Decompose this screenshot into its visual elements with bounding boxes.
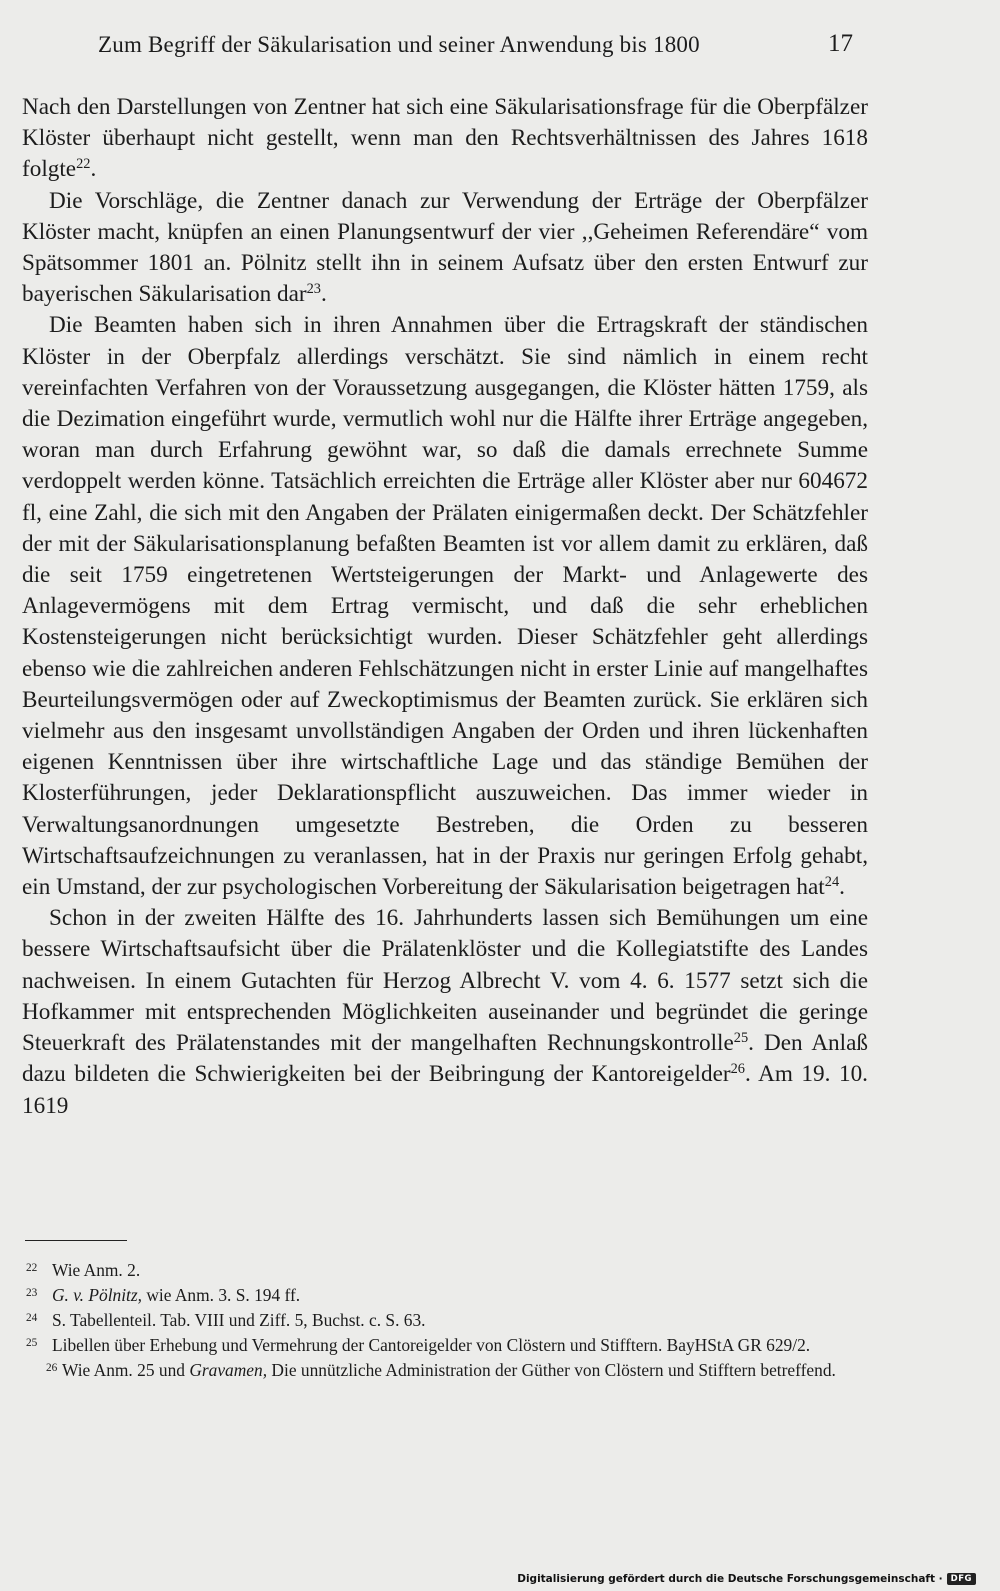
- footnote-text: Wie Anm. 25 und: [62, 1360, 190, 1380]
- running-head-title: Zum Begriff der Säkularisation und seiner Anwendung bis 1800: [98, 32, 700, 57]
- paragraph-1: [22, 92, 868, 186]
- footnote-24: $^{24}$ S. Tabellenteil. Tab. VIII und Ziff. 5, Buchst. c. S. 63.: [26, 1310, 426, 1330]
- paragraph-text: . Den Anlaß dazu bildeten die Schwierigkeiten bei der Beibringung der Kantoreigelder: [22, 1030, 868, 1088]
- paragraph-text: Die Beamten haben sich in ihren Annahmen über die Ertragskraft der ständischen Klöster in der Oberpfalz allerdings verschätzt. Sie sind nämlich in einem recht vereinfachten Verfahren von der Voraussetzung ausgegangen, die Klöster hätten 1759, als die Dezimation eingeführt wurde, vermutlich wohl nur die Hälfte ihrer Erträge angegeben, woran man durch Erfahrung gewöhnt war, so daß die damals errechnete Summe verdoppelt werden könne. Tatsächlich erreichten die Erträge aller Klöster aber nur 604672 fl, eine Zahl, die sich mit den Angaben der Prälaten einigermaßen deckt. Der Schätzfehler der mit der Säkularisationsplanung befaßten Beamten ist vor allem damit zu erklären, daß die seit 1759 eingetretenen Wertsteigerungen der Markt- und Anlagewerte des Anlagevermögens mit dem Ertrag vermischt, und daß die sehr erheblichen Kostensteigerungen nicht berücksichtigt wurden. Dieser Schätzfehler geht allerdings ebenso wie die zahlreichen anderen Fehlschätzungen nicht in erster Linie auf mangelhaftes Beurteilungsvermögen oder auf Zweckoptimismus der Beamten zurück. Sie erklären sich vielmehr aus den insgesamt unvollständigen Angaben der Orden und ihren lückenhaften eigenen Kenntnissen über ihre wirtschaftliche Lage und das ständige Bemühen der Klosterführungen, jeder Deklarationspflicht auszuweichen. Das immer wieder in Verwaltungsanordnungen umgesetzte Bestreben, die Orden zu besseren Wirtschaftsaufzeichnungen zu veranlassen, hat in der Praxis nur geringen Erfolg gehabt, ein Umstand, der zur psychologischen Vorbereitung der Säkularisation beigetragen hat: [22, 312, 868, 901]
- footnotes: [26, 1258, 872, 1383]
- footnote-23: $^{23}$ G. v. Pölnitz, wie Anm. 3. S. 194 ff.: [26, 1285, 301, 1305]
- banner-text: Digitalisierung gefördert durch die Deutsche Forschungsgemeinschaft ·: [517, 1573, 943, 1585]
- footnote-text: S. Tabellenteil. Tab. VIII und Ziff. 5, Buchst. c. S. 63.: [52, 1310, 426, 1330]
- footnote-ref[interactable]: 24: [824, 874, 840, 891]
- paragraph-text: .: [320, 281, 327, 308]
- page-number: 17: [828, 30, 853, 57]
- paragraph-text: Die Vorschläge, die Zentner danach zur Verwendung der Erträge der Oberpfälzer Klöster macht, knüpfen an einen Planungsentwurf der vier ,,Geheimen Referendäre“ vom Spätsommer 1801 an. Pölnitz stellt ihn in seinem Aufsatz über den ersten Entwurf zur bayerischen Säkularisation dar: [22, 187, 868, 308]
- footnote-22: $^{22}$ Wie Anm. 2.: [26, 1260, 141, 1280]
- footnote-ref[interactable]: 23: [306, 281, 321, 298]
- running-header: [0, 32, 1000, 72]
- paragraph-3: [22, 310, 868, 903]
- paragraph-text: Nach den Darstellungen von Zentner hat sich eine Säkularisationsfrage für die Oberpfälzer Klöster überhaupt nicht gestellt, wenn man den Rechtsverhältnissen des Jahres 1618 folgte: [22, 94, 868, 183]
- digitization-banner: [517, 1573, 976, 1585]
- footnote-title: Gravamen,: [189, 1360, 268, 1380]
- paragraph-text: .: [90, 156, 97, 183]
- footnote-author: G. v. Pölnitz,: [52, 1285, 143, 1305]
- paragraph-text: .: [839, 874, 845, 901]
- footnote-ref[interactable]: 22: [76, 156, 91, 173]
- footnote-text: Wie Anm. 2.: [52, 1260, 141, 1280]
- footnote-text: Libellen über Erhebung und Vermehrung der Cantoreigelder von Clöstern und Stifftern. BayHStA GR 629/2.: [52, 1335, 811, 1355]
- footnote-text: Die unnützliche Administration der Güther von Clöstern und Stifftern betreffend.: [267, 1360, 836, 1380]
- footnote-ref[interactable]: 26: [730, 1061, 745, 1078]
- dfg-logo: DFG: [947, 1573, 976, 1585]
- footnote-25: $^{25}$ Libellen über Erhebung und Vermehrung der Cantoreigelder von Clöstern und Stifftern. BayHStA GR 629/2.: [26, 1335, 811, 1355]
- paragraph-2: [22, 186, 868, 311]
- footnote-26: $^{26}$ Wie Anm. 25 und Gravamen, Die unnützliche Administration der Güther von Clöstern und Stifftern betreffend.: [46, 1360, 836, 1380]
- footnote-ref[interactable]: 25: [733, 1030, 749, 1047]
- footnote-text: wie Anm. 3. S. 194 ff.: [142, 1285, 301, 1305]
- paragraph-text: Schon in der zweiten Hälfte des 16. Jahrhunderts lassen sich Bemühungen um eine bessere Wirtschaftsaufsicht über die Prälatenklöster und die Kollegiatstifte des Landes nachweisen. In einem Gutachten für Herzog Albrecht V. vom 4. 6. 1577 setzt sich die Hofkammer mit entsprechenden Möglichkeiten auseinander und begründet die geringe Steuerkraft des Prälatenstandes mit der mangelhaften Rechnungskontrolle: [22, 905, 868, 1057]
- main-text: [22, 92, 868, 1122]
- paragraph-4: [22, 903, 868, 1121]
- footnote-separator: [25, 1240, 127, 1241]
- paragraph-text: . Am 19. 10. 1619: [22, 1061, 868, 1119]
